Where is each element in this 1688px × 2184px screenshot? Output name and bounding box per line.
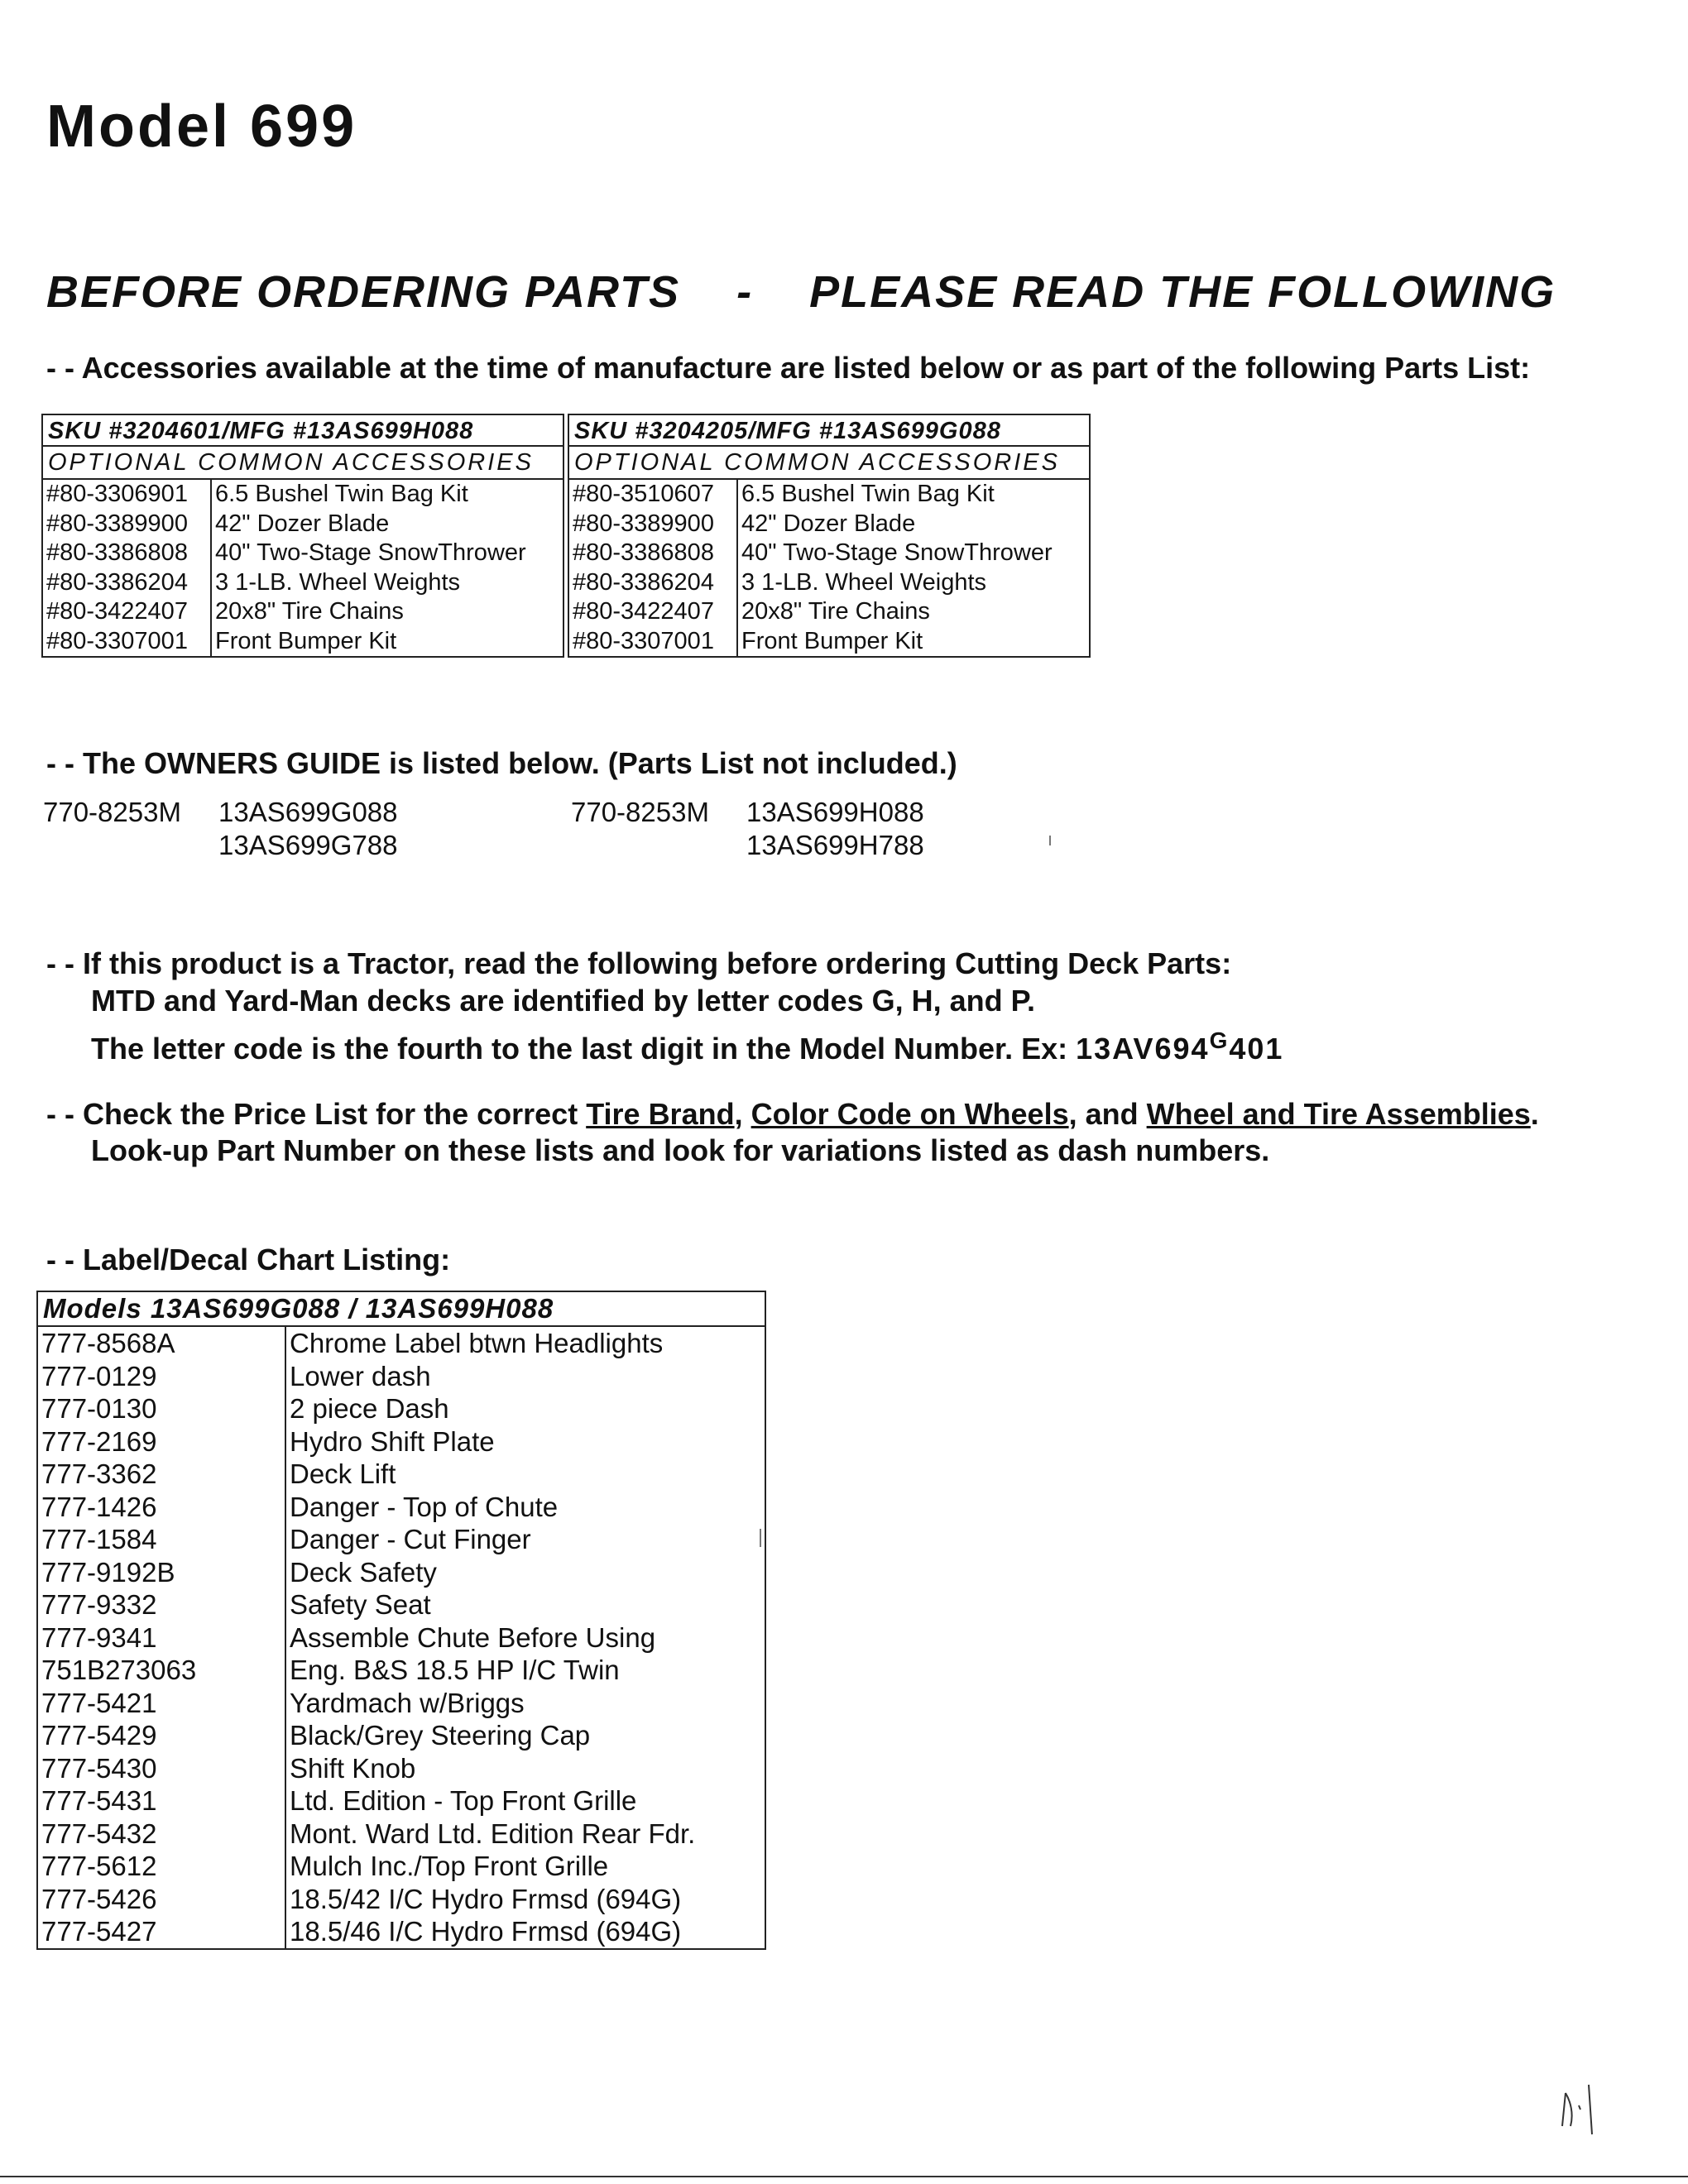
- table-row: #80-3386204 3 1-LB. Wheel Weights: [569, 568, 1089, 598]
- table-subheader: OPTIONAL COMMON ACCESSORIES: [569, 447, 1089, 480]
- model-example: $13AV694^G401$: [1076, 1027, 1284, 1066]
- wheel-tire-assemblies-link: Wheel and Tire Assemblies: [1146, 1097, 1531, 1131]
- table-row: 777-1426 Danger - Top of Chute: [38, 1491, 765, 1524]
- table-row: 777-5432 Mont. Ward Ltd. Edition Rear Fdr.: [38, 1818, 765, 1851]
- table-row: 777-9192B Deck Safety: [38, 1556, 765, 1589]
- table-row: #80-3386204 3 1-LB. Wheel Weights: [43, 568, 563, 598]
- owners-guide-models: 13AS699H088 13AS699H788: [746, 797, 924, 860]
- tractor-note-line3: The letter code is the fourth to the last digit in the Model Number. Ex: $13AV694^G401$: [91, 1027, 1284, 1066]
- table-row: 777-2169 Hydro Shift Plate: [38, 1425, 765, 1458]
- color-code-link: Color Code on Wheels: [750, 1097, 1069, 1131]
- table-row: 777-3362 Deck Lift: [38, 1458, 765, 1491]
- table-row: 777-5430 Shift Knob: [38, 1752, 765, 1785]
- sku-header: SKU #3204205/MFG #13AS699G088: [569, 415, 1089, 447]
- heading-right: PLEASE READ THE FOLLOWING: [809, 267, 1556, 317]
- table-row: 777-9341 Assemble Chute Before Using: [38, 1621, 765, 1655]
- section-heading: [46, 266, 1556, 318]
- table-row: 777-0130 2 piece Dash: [38, 1392, 765, 1425]
- handwritten-mark: [1546, 2068, 1620, 2143]
- table-row: 777-5427 18.5/46 I/C Hydro Frmsd (694G): [38, 1915, 765, 1948]
- bullet: - -: [46, 1243, 74, 1276]
- accessory-table-2: [568, 414, 1091, 658]
- scan-speck: [760, 1529, 761, 1547]
- table-row: 777-5612 Mulch Inc./Top Front Grille: [38, 1850, 765, 1883]
- accessory-table-1: [41, 414, 564, 658]
- table-row: 777-5421 Yardmach w/Briggs: [38, 1687, 765, 1720]
- price-note: - - Check the Price List for the correct Tire Brand, Color Code on Wheels, and Wheel and Tire Assemblies.: [46, 1097, 1539, 1131]
- table-row: 777-1584 Danger - Cut Finger: [38, 1523, 765, 1556]
- table-row: #80-3510607 6.5 Bushel Twin Bag Kit: [569, 480, 1089, 510]
- table-row: 777-5431 Ltd. Edition - Top Front Grille: [38, 1784, 765, 1818]
- decal-table-header: Models 13AS699G088 / 13AS699H088: [38, 1292, 765, 1327]
- owners-guide-number: 770-8253M: [571, 797, 709, 827]
- owners-guide-intro: - - The OWNERS GUIDE is listed below. (Parts List not included.): [46, 746, 957, 780]
- owners-guide-models: 13AS699G088 13AS699G788: [218, 797, 398, 860]
- heading-dash: -: [736, 267, 754, 317]
- bullet: - -: [46, 351, 74, 385]
- scan-speck: [1049, 836, 1051, 845]
- page-title: Model 699: [46, 93, 357, 160]
- price-note-line2: Look-up Part Number on these lists and look for variations listed as dash numbers.: [91, 1133, 1270, 1167]
- table-row: #80-3422407 20x8" Tire Chains: [43, 597, 563, 627]
- page-bottom-rule: [0, 2176, 1688, 2177]
- table-row: 777-9332 Safety Seat: [38, 1588, 765, 1621]
- accessories-intro: - - Accessories available at the time of manufacture are listed below or as part of the following Parts List:: [46, 351, 1531, 385]
- table-subheader: OPTIONAL COMMON ACCESSORIES: [43, 447, 563, 480]
- table-row: #80-3386808 40" Two-Stage SnowThrower: [569, 539, 1089, 568]
- owners-guide-number: 770-8253M: [43, 797, 181, 827]
- sku-header: SKU #3204601/MFG #13AS699H088: [43, 415, 563, 447]
- table-row: 777-8568A Chrome Label btwn Headlights: [38, 1327, 765, 1360]
- bullet: - -: [46, 746, 74, 780]
- decal-intro: - - Label/Decal Chart Listing:: [46, 1243, 451, 1276]
- table-row: 777-5429 Black/Grey Steering Cap: [38, 1719, 765, 1752]
- table-row: #80-3307001 Front Bumper Kit: [43, 627, 563, 657]
- tire-brand-link: Tire Brand: [586, 1097, 735, 1131]
- table-row: 777-0129 Lower dash: [38, 1360, 765, 1393]
- tractor-note: - - If this product is a Tractor, read the following before ordering Cutting Deck Parts:: [46, 946, 1232, 980]
- decal-table: [36, 1291, 766, 1950]
- table-row: 751B273063 Eng. B&S 18.5 HP I/C Twin: [38, 1654, 765, 1687]
- table-row: #80-3306901 6.5 Bushel Twin Bag Kit: [43, 480, 563, 510]
- table-row: #80-3389900 42" Dozer Blade: [43, 510, 563, 539]
- tractor-note-line2: MTD and Yard-Man decks are identified by letter codes G, H, and P.: [91, 984, 1035, 1018]
- table-row: #80-3307001 Front Bumper Kit: [569, 627, 1089, 657]
- heading-left: BEFORE ORDERING PARTS: [46, 267, 681, 317]
- table-row: #80-3389900 42" Dozer Blade: [569, 510, 1089, 539]
- bullet: - -: [46, 1097, 74, 1131]
- table-row: 777-5426 18.5/42 I/C Hydro Frmsd (694G): [38, 1883, 765, 1916]
- table-row: #80-3422407 20x8" Tire Chains: [569, 597, 1089, 627]
- table-row: #80-3386808 40" Two-Stage SnowThrower: [43, 539, 563, 568]
- bullet: - -: [46, 946, 74, 980]
